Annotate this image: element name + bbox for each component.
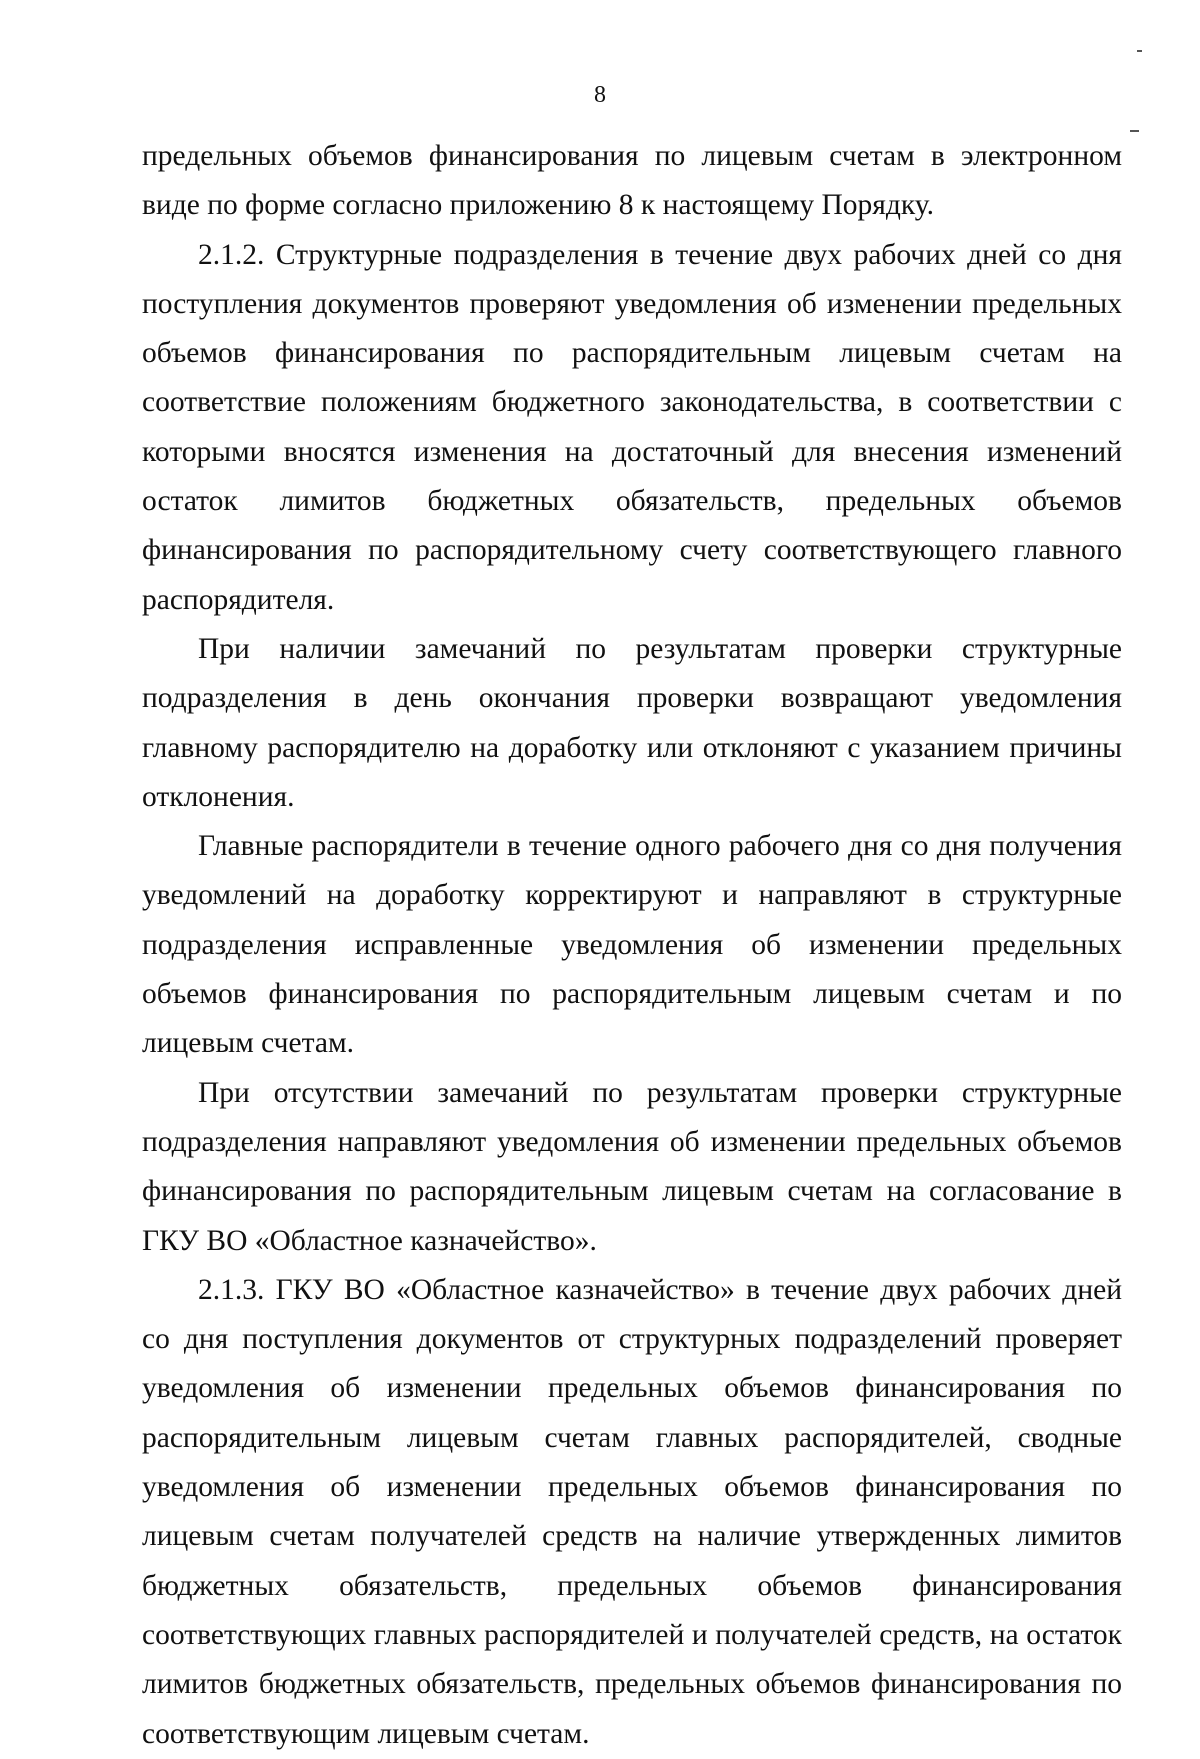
paragraph-remarks-return: При наличии замечаний по результатам проверки структурные подразделения в день окончания проверки возвращают уведомления главному распорядителю на доработку или отклоняют с указанием причины отклонения. (142, 632, 1122, 813)
paragraph-no-remarks-approval: При отсутствии замечаний по результатам проверки структурные подразделения направляют уведомления об изменении предельных объемов финансирования по распорядительным лицевым счетам на согласование в ГКУ ВО «Областное казначейство». (142, 1076, 1122, 1257)
page-number: 8 (594, 82, 606, 108)
paragraph-2-1-2: 2.1.2. Структурные подразделения в течение двух рабочих дней со дня поступления документов проверяют уведомления об изменении предельных объемов финансирования по распорядительным лицевым счетам на соответствие положениям бюджетного законодательства, в соответствии с которыми вносятся изменения на достаточный для внесения изменений остаток лимитов бюджетных обязательств, предельных объемов финансирования по распорядительному счету соответствующего главного распорядителя. (142, 238, 1122, 616)
paragraph-2-1-3: 2.1.3. ГКУ ВО «Областное казначейство» в течение двух рабочих дней со дня поступления документов от структурных подразделений проверяет уведомления об изменении предельных объемов финансирования по распорядительным лицевым счетам главных распорядителей, сводные уведомления об изменении предельных объемов финансирования по лицевым счетам получателей средств на наличие утвержденных лимитов бюджетных обязательств, предельных объемов финансирования соответствующих главных распорядителей и получателей средств, на остаток лимитов бюджетных обязательств, предельных объемов финансирования по соответствующим лицевым счетам. (142, 1273, 1122, 1750)
scan-mark-right (1130, 130, 1139, 132)
body-text (142, 132, 1122, 1759)
paragraph-continuation: предельных объемов финансирования по лицевым счетам в электронном виде по форме согласно приложению 8 к настоящему Порядку. (142, 140, 1122, 222)
scan-mark-top-right (1137, 50, 1142, 52)
paragraph-main-managers-correction: Главные распорядители в течение одного рабочего дня со дня получения уведомлений на доработку корректируют и направляют в структурные подразделения исправленные уведомления об изменении предельных объемов финансирования по распорядительным лицевым счетам и по лицевым счетам. (142, 830, 1122, 1060)
